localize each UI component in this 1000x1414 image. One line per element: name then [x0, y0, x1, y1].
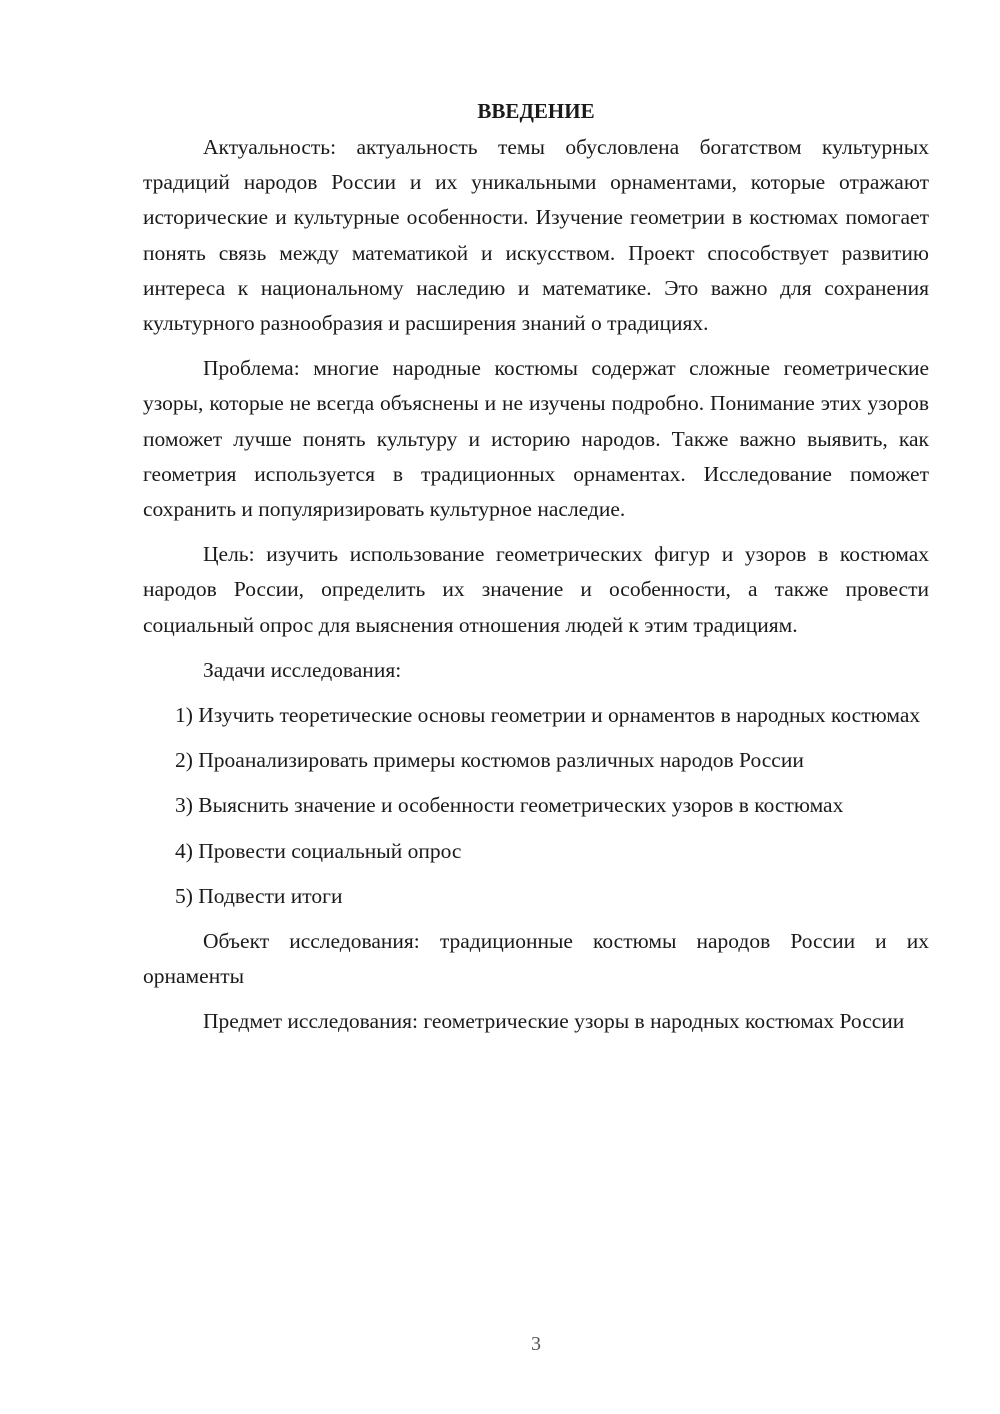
list-item: 5) Подвести итоги: [175, 883, 343, 908]
relevance-paragraph: Актуальность: актуальность темы обусловлена богатством культурных традиций народов России и их уникальными орнаментами, которые отражают исторические и культурные особенности. Изучение геометрии в костюмах помогает понять связь между математикой и искусством. Проект способствует развитию интереса к национальному наследию и математике. Это важно для сохранения культурного разнообразия и расширения знаний о традициях.: [143, 135, 929, 336]
list-item: 4) Провести социальный опрос: [175, 838, 462, 863]
page-number: 3: [531, 1333, 541, 1355]
subject-paragraph: Предмет исследования: геометрические узоры в народных костюмах России: [203, 1009, 905, 1034]
tasks-list: [143, 698, 929, 914]
goal-paragraph: Цель: изучить использование геометрических фигур и узоров в костюмах народов России, определить их значение и особенности, а также провести социальный опрос для выяснения отношения людей к этим традициям.: [143, 542, 929, 637]
tasks-heading: Задачи исследования:: [203, 657, 402, 682]
document-page: [143, 96, 929, 1050]
problem-paragraph: Проблема: многие народные костюмы содержат сложные геометрические узоры, которые не всегда объяснены и не изучены подробно. Понимание этих узоров поможет лучше понять культуру и историю народов. Также важно выявить, как геометрия используется в традиционных орнаментах. Исследование поможет сохранить и популяризировать культурное наследие.: [143, 356, 929, 522]
object-paragraph: Объект исследования: традиционные костюмы народов России и их орнаменты: [143, 929, 929, 989]
list-item: 2) Проанализировать примеры костюмов различных народов России: [175, 748, 804, 773]
list-item: 1) Изучить теоретические основы геометрии и орнаментов в народных костюмах: [175, 703, 921, 728]
list-item: 3) Выяснить значение и особенности геометрических узоров в костюмах: [175, 793, 844, 818]
page-title: ВВЕДЕНИЕ: [477, 99, 595, 123]
